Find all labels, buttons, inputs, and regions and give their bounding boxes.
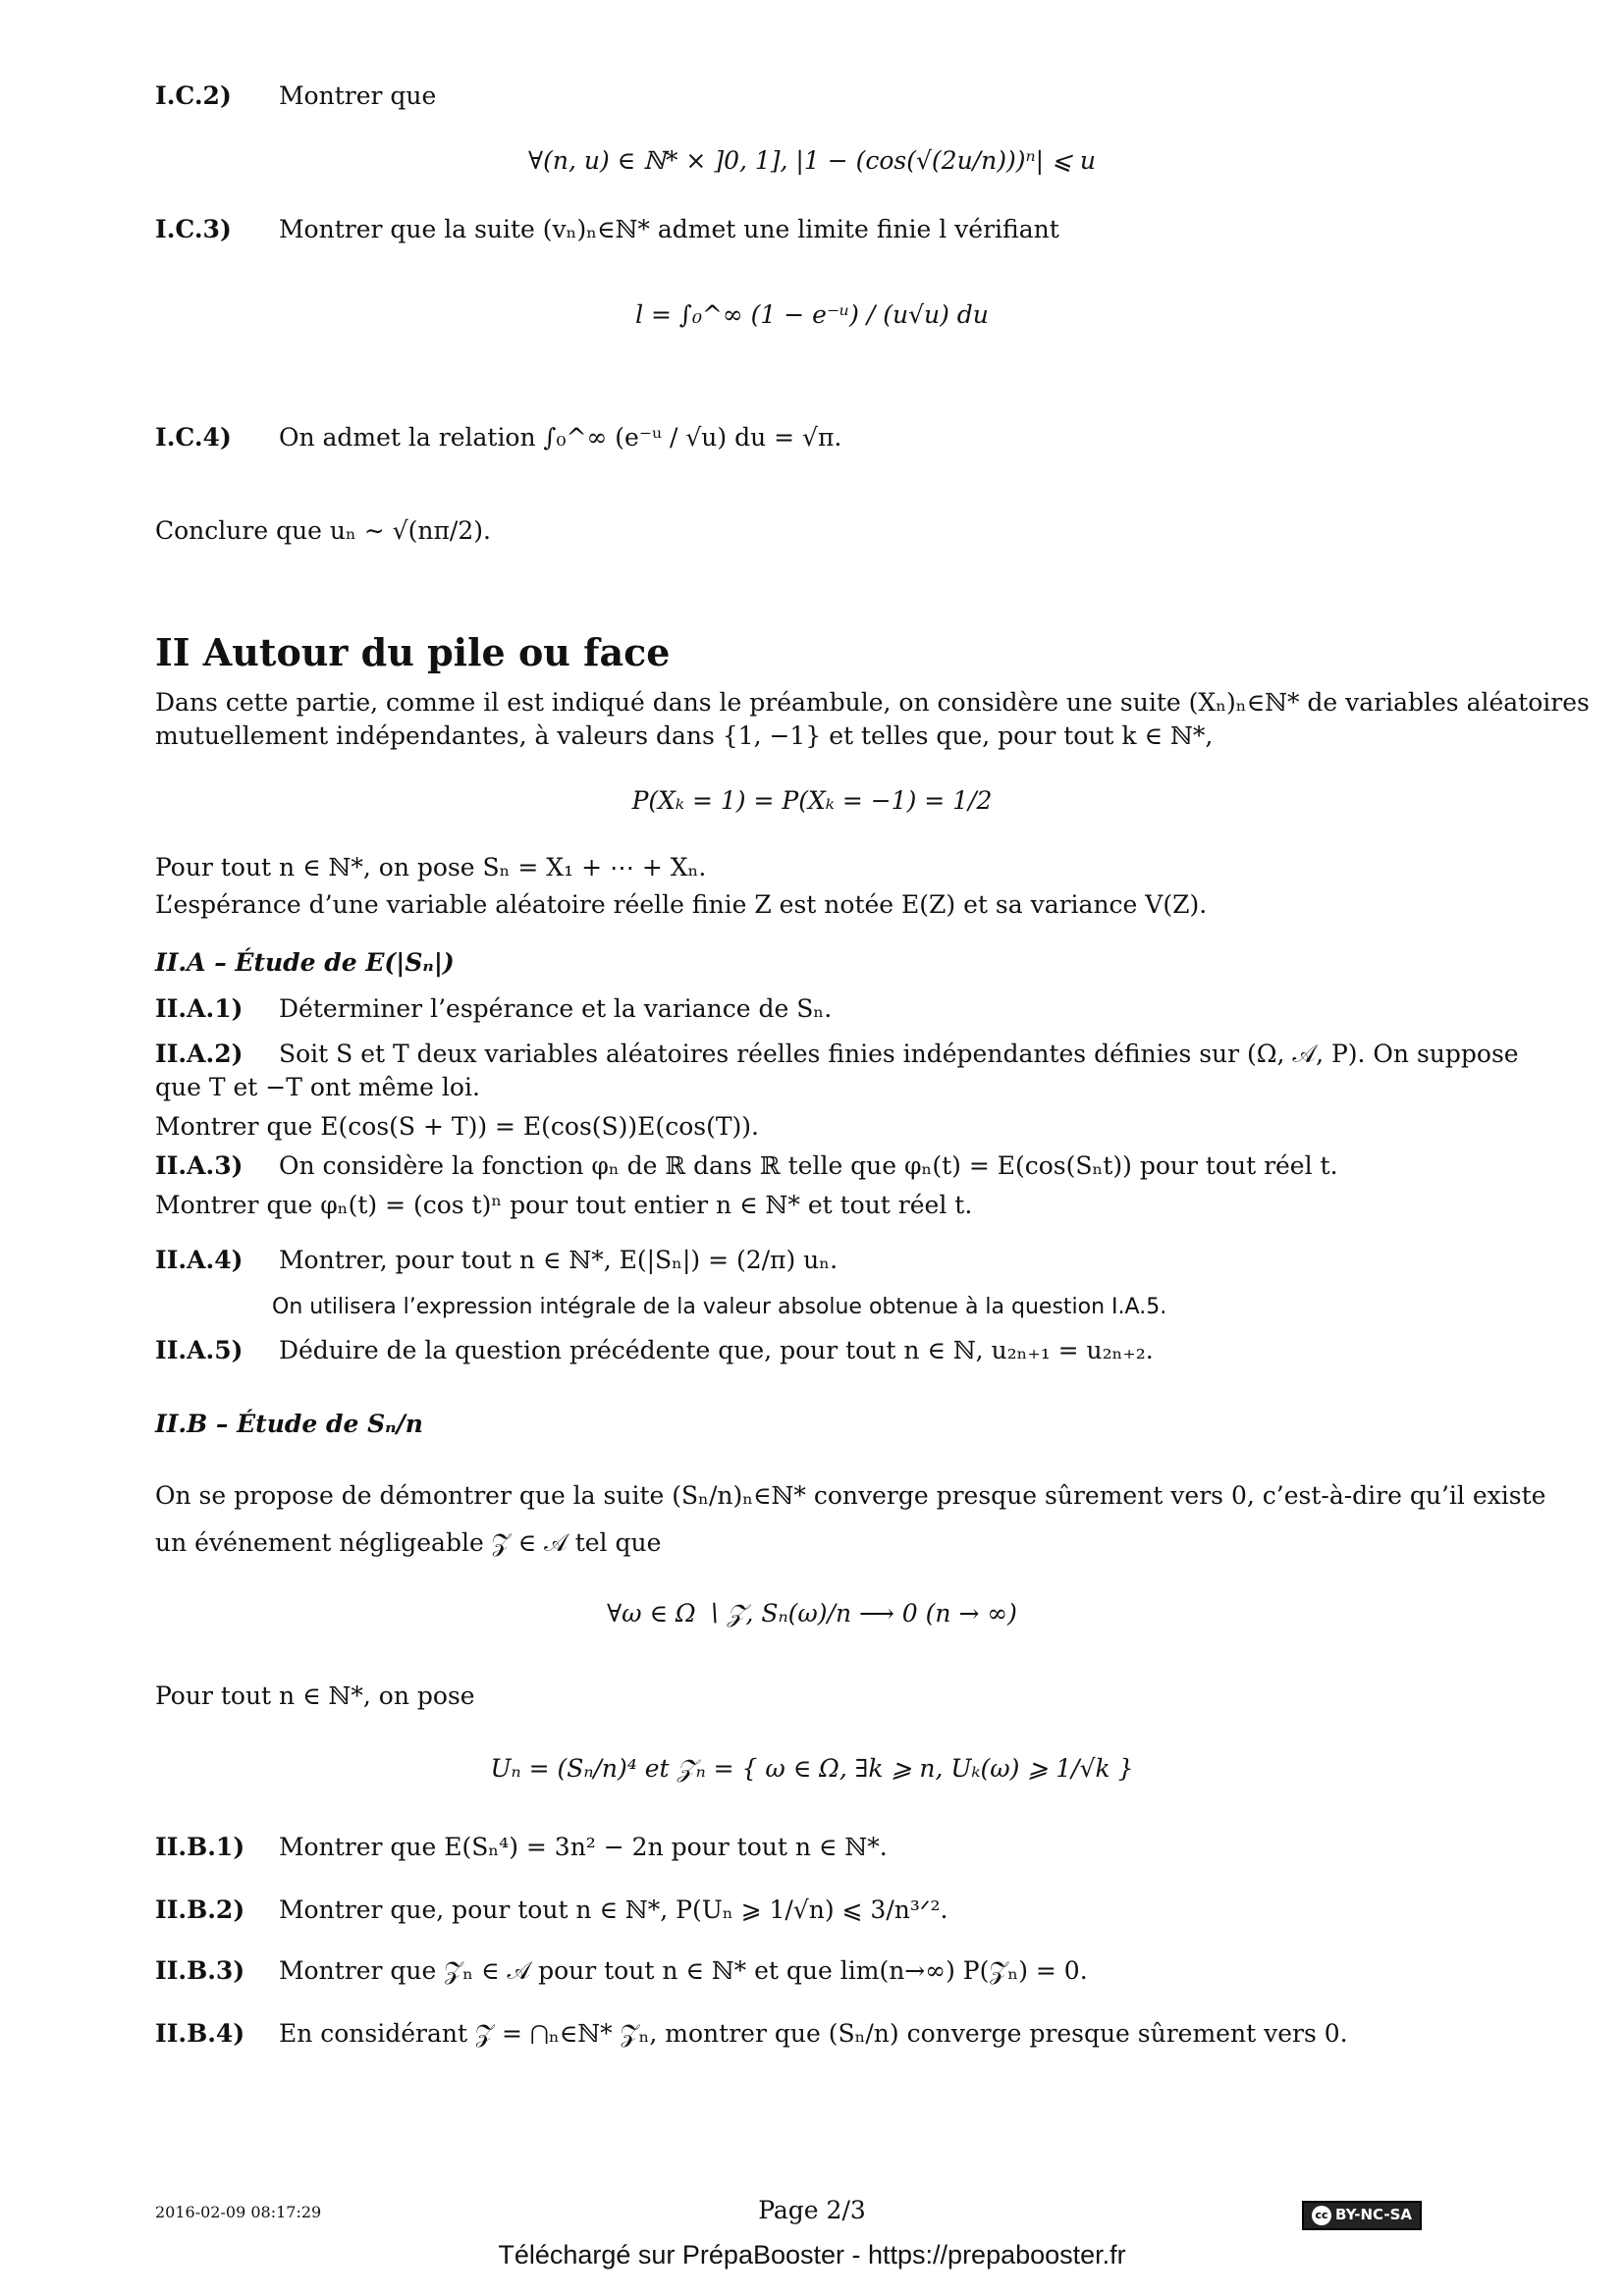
hint-IIA4: On utilisera l’expression intégrale de la valeur absolue obtenue à la question I.A.5. — [272, 1295, 1167, 1319]
intro-formula: P(Xₖ = 1) = P(Xₖ = −1) = 1/2 — [631, 786, 993, 815]
question-IIA2-cont: que T et −T ont même loi. — [155, 1073, 480, 1101]
question-label: II.B.1) — [155, 1833, 245, 1861]
question-IIB2 — [155, 1895, 947, 1927]
question-IIA4 — [155, 1245, 838, 1277]
question-IIB1 — [155, 1832, 888, 1864]
question-label: II.A.5) — [155, 1336, 244, 1364]
formula-IC2: ∀(n, u) ∈ ℕ* × ]0, 1], |1 − (cos(√(2u/n)))ⁿ| ⩽ u — [528, 146, 1096, 175]
question-label: II.B.2) — [155, 1896, 245, 1924]
question-IIA3 — [155, 1150, 1338, 1183]
question-label: II.B.3) — [155, 1956, 245, 1985]
formula-IIB-2: Uₙ = (Sₙ/n)⁴ et 𝒵ₙ = { ω ∈ Ω, ∃k ⩾ n, Uₖ(ω) ⩾ 1/√k } — [490, 1754, 1134, 1783]
IIB-pose: Pour tout n ∈ ℕ*, on pose — [155, 1682, 475, 1710]
footer-page-number: Page 2/3 — [758, 2196, 866, 2224]
question-IIB4 — [155, 2018, 1348, 2051]
IIB-intro-2: un événement négligeable 𝒵 ∈ 𝒜 tel que — [155, 1528, 662, 1557]
intro-line-4: L’espérance d’une variable aléatoire réelle finie Z est notée E(Z) et sa variance V(Z). — [155, 890, 1208, 919]
question-text: En considérant 𝒵 = ⋂ₙ∈ℕ* 𝒵ₙ, montrer que (Sₙ/n) converge presque sûrement vers 0. — [278, 2019, 1348, 2048]
license-text: BY-NC-SA — [1335, 2206, 1413, 2224]
conclude-IC4: Conclure que uₙ ∼ √(nπ/2). — [155, 516, 491, 545]
intro-line-1: Dans cette partie, comme il est indiqué dans le préambule, on considère une suite (Xₙ)ₙ∈ℕ* de variables aléatoires — [155, 688, 1590, 717]
question-IC2 — [155, 80, 436, 113]
question-IIB3 — [155, 1955, 1088, 1988]
question-IC4 — [155, 422, 841, 454]
creative-commons-icon: cc — [1312, 2206, 1331, 2225]
subsection-IIB-title: II.B – Étude de Sₙ/n — [155, 1410, 423, 1438]
question-label: I.C.4) — [155, 423, 232, 452]
question-text: Déduire de la question précédente que, pour tout n ∈ ℕ, u₂ₙ₊₁ = u₂ₙ₊₂. — [278, 1336, 1154, 1364]
question-text: Montrer que la suite (vₙ)ₙ∈ℕ* admet une limite finie l vérifiant — [278, 215, 1059, 243]
question-IIA1 — [155, 993, 832, 1026]
question-text: Montrer, pour tout n ∈ ℕ*, E(|Sₙ|) = (2/π) uₙ. — [278, 1246, 839, 1274]
intro-line-3: Pour tout n ∈ ℕ*, on pose Sₙ = X₁ + ⋯ + Xₙ. — [155, 853, 707, 881]
question-IIA3-show: Montrer que φₙ(t) = (cos t)ⁿ pour tout entier n ∈ ℕ* et tout réel t. — [155, 1191, 973, 1219]
question-text: Montrer que E(Sₙ⁴) = 3n² − 2n pour tout n ∈ ℕ*. — [278, 1833, 888, 1861]
question-label: II.B.4) — [155, 2019, 245, 2048]
question-label: II.A.1) — [155, 994, 244, 1023]
IIB-intro-1: On se propose de démontrer que la suite (Sₙ/n)ₙ∈ℕ* converge presque sûrement vers 0, c’est-à-dire qu’il existe — [155, 1481, 1546, 1510]
intro-line-2: mutuellement indépendantes, à valeurs dans {1, −1} et telles que, pour tout k ∈ ℕ*, — [155, 721, 1214, 750]
question-label: II.A.2) — [155, 1040, 244, 1068]
question-label: II.A.4) — [155, 1246, 244, 1274]
question-IC3 — [155, 214, 1059, 246]
question-text: Déterminer l’espérance et la variance de Sₙ. — [278, 994, 833, 1023]
download-link[interactable]: Téléchargé sur PrépaBooster - https://prepabooster.fr — [498, 2240, 1126, 2269]
question-text: Montrer que, pour tout n ∈ ℕ*, P(Uₙ ⩾ 1/√n) ⩽ 3/n³ᐟ². — [278, 1896, 948, 1924]
question-text: On admet la relation ∫₀^∞ (e⁻ᵘ / √u) du = √π. — [278, 423, 842, 452]
question-label: II.A.3) — [155, 1151, 244, 1180]
question-label: I.C.2) — [155, 81, 232, 110]
question-label: I.C.3) — [155, 215, 232, 243]
license-badge-box — [1302, 2201, 1422, 2230]
question-IIA2 — [155, 1039, 1519, 1071]
formula-IC3: l = ∫₀^∞ (1 − e⁻ᵘ) / (u√u) du — [635, 300, 989, 329]
question-text: Montrer que 𝒵ₙ ∈ 𝒜 pour tout n ∈ ℕ* et que lim(n→∞) P(𝒵ₙ) = 0. — [278, 1956, 1088, 1985]
question-text: Soit S et T deux variables aléatoires réelles finies indépendantes définies sur (Ω, 𝒜, P). On suppose — [278, 1040, 1519, 1068]
question-text: On considère la fonction φₙ de ℝ dans ℝ telle que φₙ(t) = E(cos(Sₙt)) pour tout réel t. — [278, 1151, 1338, 1180]
license-badge[interactable] — [1302, 2195, 1422, 2230]
question-text: Montrer que — [278, 81, 437, 110]
question-IIA5 — [155, 1335, 1154, 1367]
subsection-IIA-title: II.A – Étude de E(|Sₙ|) — [155, 948, 455, 977]
question-IIA2-show: Montrer que E(cos(S + T)) = E(cos(S))E(cos(T)). — [155, 1112, 759, 1141]
footer-timestamp: 2016-02-09 08:17:29 — [155, 2203, 322, 2221]
formula-IIB-1: ∀ω ∈ Ω ∖ 𝒵, Sₙ(ω)/n ⟶ 0 (n → ∞) — [607, 1599, 1017, 1628]
section-title: II Autour du pile ou face — [155, 630, 671, 674]
